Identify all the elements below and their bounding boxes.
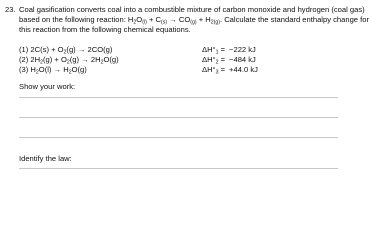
question-number: 23. bbox=[5, 5, 16, 14]
equation-row-2 bbox=[19, 55, 329, 65]
question-line-2: based on the following reaction: $H_2O_{(l)} + C_{(s)} \to CO_{(g)} + H_{2(g)}$. Calculate the standard enthalpy change for bbox=[19, 15, 369, 26]
identify-law-label: Identify the law: bbox=[19, 154, 72, 163]
show-work-label: Show your work: bbox=[19, 82, 76, 91]
equation-enthalpy: $\Delta H^\circ_2 = -484$ kJ bbox=[202, 55, 256, 66]
equation-enthalpy: $\Delta H^\circ_3 = +44.0$ kJ bbox=[202, 65, 258, 76]
equation-enthalpy: $\Delta H^\circ_1 = -222$ kJ bbox=[202, 45, 256, 56]
question-text-1: Coal gasification converts coal into a combustible mixture of carbon monoxide and hydrogen (coal gas) bbox=[19, 5, 365, 14]
question-line-3 bbox=[19, 25, 191, 34]
answer-line[interactable] bbox=[19, 168, 338, 169]
equation-row-1 bbox=[19, 45, 329, 55]
question-text-3: this reaction from the following chemical equations. bbox=[19, 25, 191, 34]
question-text-2-pre: based on the following reaction: H bbox=[19, 15, 134, 24]
answer-line[interactable] bbox=[19, 117, 338, 118]
equation-reaction: (1) $2C(s) + O_2(g) \to 2CO(g)$ bbox=[19, 45, 113, 56]
answer-line[interactable] bbox=[19, 97, 338, 98]
reaction-sub-h2o: 2 bbox=[133, 19, 137, 26]
question-line-1 bbox=[5, 5, 365, 14]
answer-line[interactable] bbox=[19, 137, 338, 138]
equation-list bbox=[19, 45, 329, 75]
equation-row-3 bbox=[19, 65, 329, 75]
question-text-2-post: . Calculate the standard enthalpy change for bbox=[219, 15, 369, 24]
equation-reaction: (2) $2H_2(g) + O_2(g) \to 2H_2O(g)$ bbox=[19, 55, 119, 66]
equation-reaction: (3) $H_2O(l) \to H_2O(g)$ bbox=[19, 65, 87, 76]
